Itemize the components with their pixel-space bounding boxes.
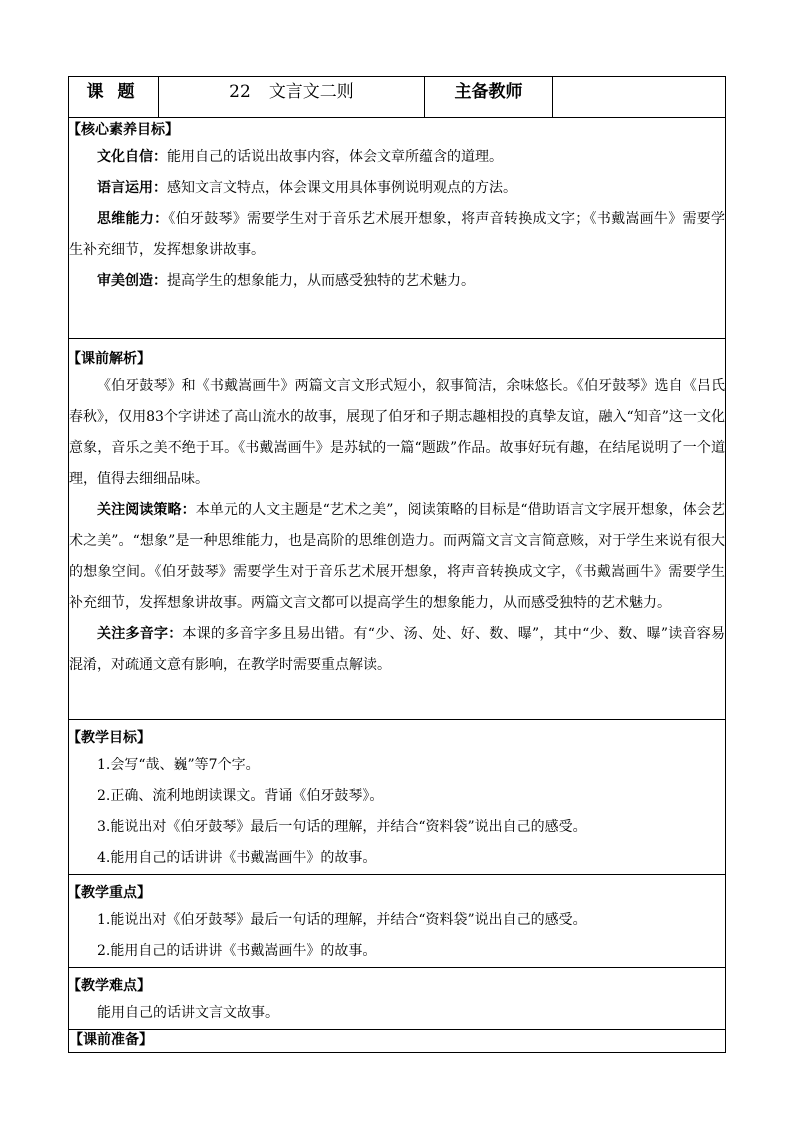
goal-item: 审美创造：提高学生的想象能力，从而感受独特的艺术魅力。: [97, 273, 475, 289]
objective-item: 4.能用自己的话讲讲《书戴嵩画牛》的故事。: [97, 850, 377, 866]
lesson-title-cell: [159, 77, 425, 118]
topic-label: 课题: [69, 77, 159, 118]
header-row: [69, 77, 726, 118]
key-points-row: [69, 875, 726, 968]
difficulties-section: [69, 968, 726, 1030]
preparation-title: 【课前准备】: [69, 1032, 153, 1048]
analysis-paragraph: 关注阅读策略：本单元的人文主题是“艺术之美”，阅读策略的目标是“借助语言文字展开想象，体会艺术之美”。“想象”是一种思维能力，也是高阶的思维创造力。而两篇文言文言简意赅，对于学生来说有很大的想象空间。《伯牙鼓琴》需要学生对于音乐艺术展开想象，将声音转换成文字，《书戴嵩画牛》需要学生补充细节，发挥想象讲故事。两篇文言文都可以提高学生的想象能力，从而感受独特的艺术魅力。: [69, 502, 725, 611]
preparation-section: [69, 1030, 726, 1053]
analysis-row: [69, 339, 726, 720]
lesson-plan-page: [68, 76, 725, 1053]
preparation-row: [69, 1030, 726, 1053]
core-goals-section: [69, 118, 726, 339]
analysis-title: 【课前解析】: [67, 351, 151, 367]
key-points-section: [69, 875, 726, 968]
goal-item: 文化自信：能用自己的话说出故事内容，体会文章所蕴含的道理。: [97, 149, 503, 165]
objectives-row: [69, 720, 726, 875]
objective-item: 2.正确、流利地朗读课文。背诵《伯牙鼓琴》。: [97, 788, 384, 804]
objectives-section: [69, 720, 726, 875]
objective-item: 1.会写“哉、巍”等7个字。: [97, 757, 260, 773]
analysis-section: [69, 339, 726, 720]
difficulties-title: 【教学难点】: [67, 978, 151, 994]
key-point-item: 2.能用自己的话讲讲《书戴嵩画牛》的故事。: [97, 943, 377, 959]
lesson-title: 文言文二则: [268, 82, 354, 102]
analysis-paragraph: 关注多音字：本课的多音字多且易出错。有“少、汤、处、好、数、曝”，其中“少、数、曝”读音容易混淆，对疏通文意有影响，在教学时需要重点解读。: [69, 626, 725, 673]
analysis-paragraph: 《伯牙鼓琴》和《书戴嵩画牛》两篇文言文形式短小，叙事简洁，余味悠长。《伯牙鼓琴》选自《吕氏春秋》，仅用83个字讲述了高山流水的故事，展现了伯牙和子期志趣相投的真挚友谊，融入“知音”这一文化意象，音乐之美不绝于耳。《书戴嵩画牛》是苏轼的一篇“题跋”作品。故事好玩有趣，在结尾说明了一个道理，值得去细细品味。: [69, 378, 725, 487]
core-goals-title: 【核心素养目标】: [67, 122, 179, 138]
core-goals-row: [69, 118, 726, 339]
key-points-title: 【教学重点】: [67, 885, 151, 901]
objective-item: 3.能说出对《伯牙鼓琴》最后一句话的理解，并结合“资料袋”说出自己的感受。: [97, 819, 587, 835]
lesson-number: 22: [229, 82, 251, 102]
goal-item: 思维能力：《伯牙鼓琴》需要学生对于音乐艺术展开想象，将声音转换成文字；《书戴嵩画牛》需要学生补充细节，发挥想象讲故事。: [69, 211, 726, 258]
difficulties-row: [69, 968, 726, 1030]
difficulty-item: 能用自己的话讲文言文故事。: [97, 1005, 279, 1021]
teacher-label: 主备教师: [425, 77, 553, 118]
teacher-value: [553, 77, 726, 118]
objectives-title: 【教学目标】: [67, 730, 151, 746]
lesson-plan-table: [68, 76, 726, 1053]
goal-item: 语言运用：感知文言文特点，体会课文用具体事例说明观点的方法。: [97, 180, 517, 196]
key-point-item: 1.能说出对《伯牙鼓琴》最后一句话的理解，并结合“资料袋”说出自己的感受。: [97, 912, 587, 928]
